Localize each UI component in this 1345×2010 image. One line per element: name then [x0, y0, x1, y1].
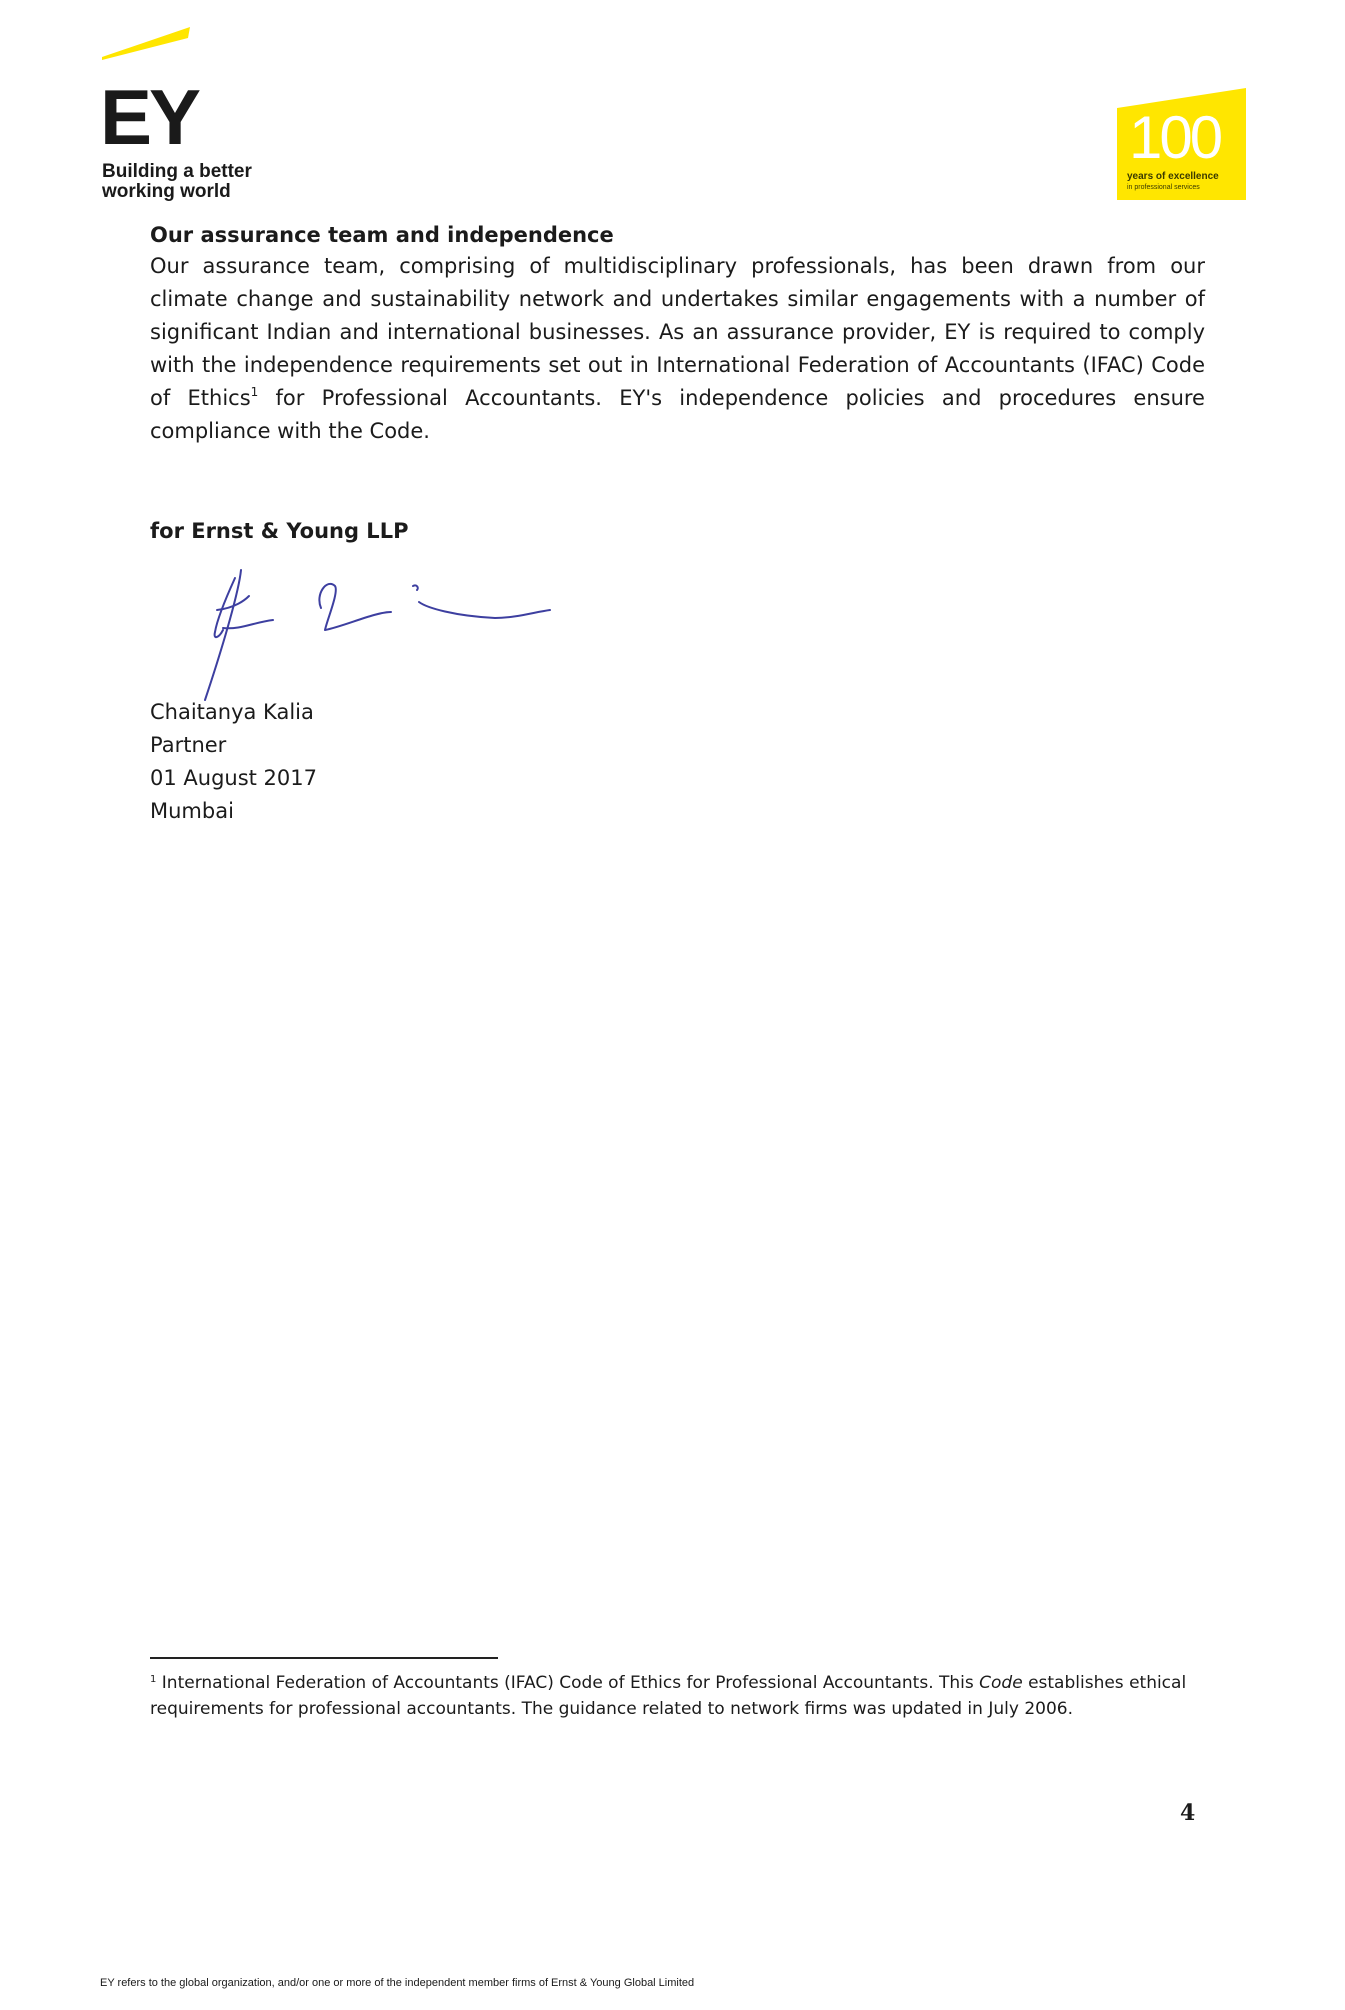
- legal-line: EY refers to the global organization, and/or one or more of the independent member firms of Ernst & Young Global Limited: [100, 1977, 695, 1989]
- footnote-text-part2: establishes ethical requirements for professional accountants. The guidance related to network firms was updated in July 2006.: [150, 1673, 1187, 1719]
- logo-tagline: Building a better working world: [102, 161, 252, 202]
- body-text-part1: Our assurance team, comprising of multidisciplinary professionals, has been drawn from our climate change and sustainability network and undertakes similar engagements with a number of significant Indian and international businesses. As an assurance provider, EY is required to comply with the independence requirements set out in International Federation of Accountants (IFAC) Code of Ethics: [150, 254, 1205, 410]
- logo-letters: EY: [100, 73, 199, 161]
- sign-place: Mumbai: [150, 799, 234, 823]
- signature-icon: [195, 560, 575, 705]
- footnote-marker: 1: [150, 1674, 157, 1685]
- centenary-badge: [1117, 88, 1246, 200]
- badge-line2: in professional services: [1127, 184, 1200, 191]
- firm-signoff: for Ernst & Young LLP: [150, 519, 409, 543]
- section-heading: Our assurance team and independence: [150, 223, 614, 247]
- footnote-divider: [150, 1657, 498, 1659]
- page-number: 4: [1180, 1800, 1196, 1826]
- signer-block: [150, 696, 317, 828]
- signer-name: Chaitanya Kalia: [150, 700, 314, 724]
- assurance-section: [150, 222, 1205, 448]
- signer-title: Partner: [150, 733, 227, 757]
- footnote-italic-word: Code: [979, 1673, 1023, 1693]
- footnote-text-part1: International Federation of Accountants (IFAC) Code of Ethics for Professional Accountants. This: [156, 1673, 980, 1693]
- badge-line1: years of excellence: [1127, 171, 1219, 182]
- badge-number: 100: [1129, 104, 1221, 171]
- footnote: [150, 1670, 1210, 1722]
- ey-logo: [100, 22, 270, 202]
- section-body: [150, 250, 1205, 448]
- body-text-part2: for Professional Accountants. EY's independence policies and procedures ensure compliance with the Code.: [150, 386, 1205, 443]
- sign-date: 01 August 2017: [150, 766, 318, 790]
- footnote-ref-marker: 1: [250, 385, 259, 399]
